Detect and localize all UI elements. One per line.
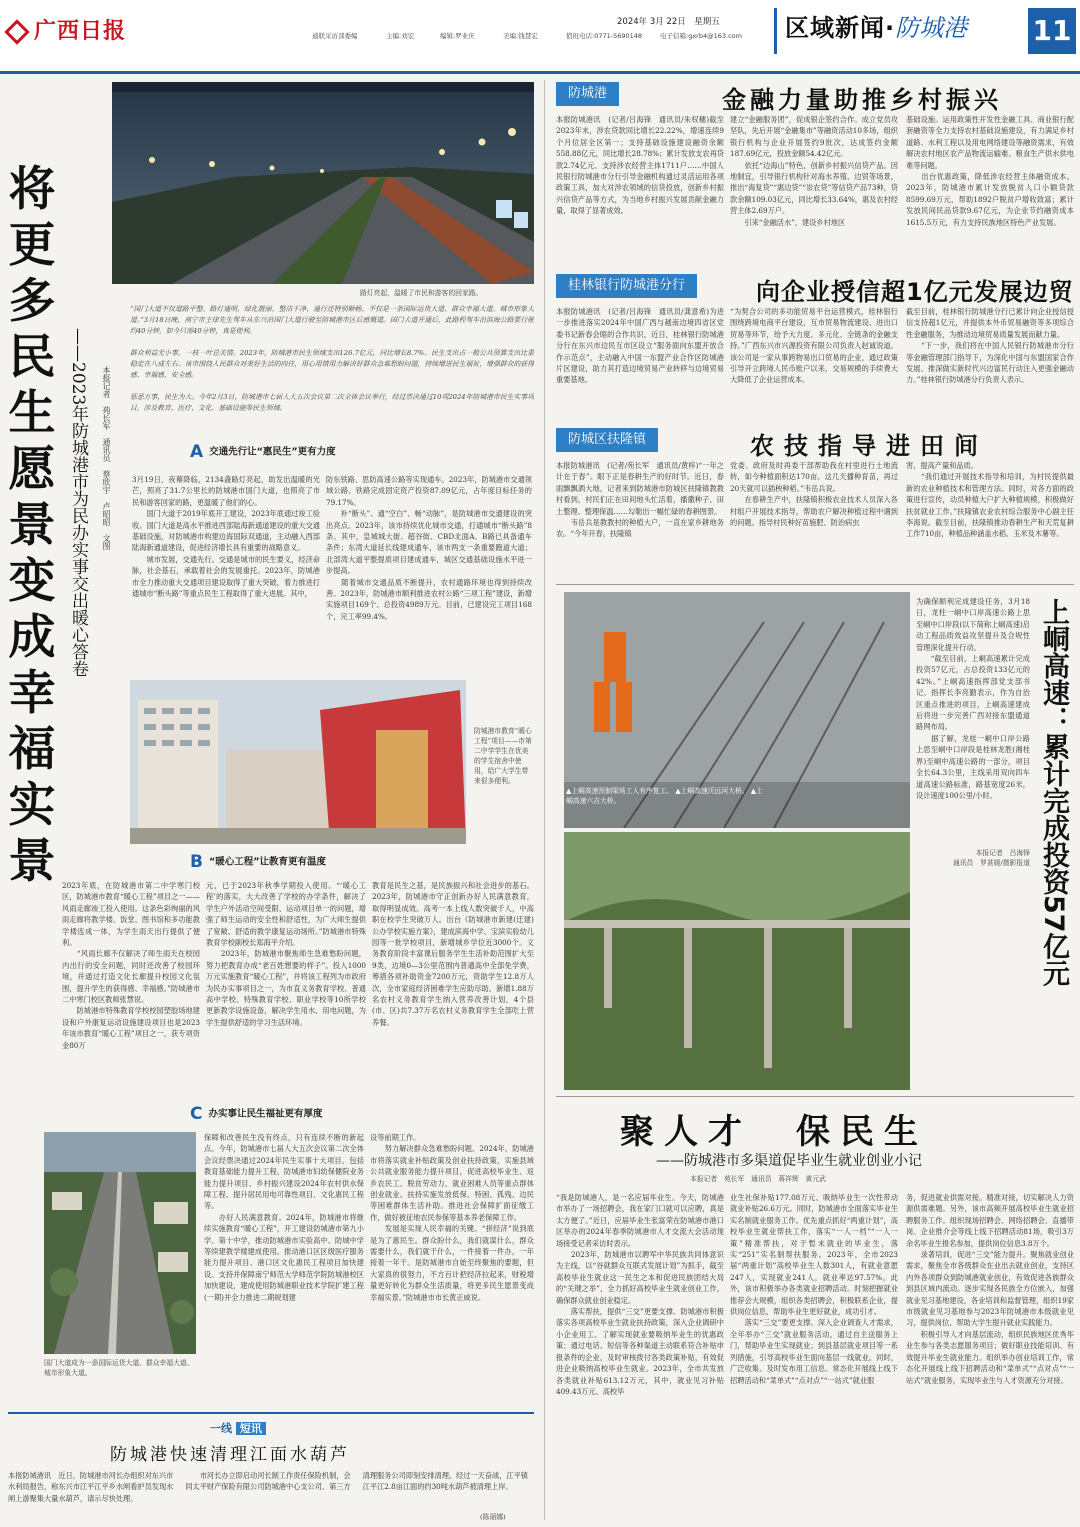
jobs-text-1: “我是防城港人，是一名应届毕业生。今天，防城港市举办了一场招聘会，我在家门口就可以应聘，真是太方便了。”近日，应届毕业生张富荣在防城港市港口区举办的2024年春季防城港市人才交流大会活动现场接受记者采访时表示。 2023年，防城港市以聘军中华民族共同体意识为主线，以“谷就群众互联式发展计划”为抓手，截至高校毕业生就业这一民生之本和促进民族团结大局的“关键之举”，全力抓好高校毕业生就业创业工作，确保群众就业创业稳定。 落实帮扶，提供“三交”更要支撑。防城港市积极落实各项高校毕业生就业扶持政策，深入企业调研中小企业用工、了解实现就业要吸纳毕业生的优惠政策；通过电话、短信等各种渠道主动联系符合补贴申报条件的企业，及时审核拨付各类政策补贴，有效促进企业吸纳高校毕业生就业。2023年，全市共发放各类就业补贴613.12万元，其中，就业见习补贴409.43万元、高校毕 <box>556 1193 724 1396</box>
finance-tag: 防城港 <box>556 82 619 106</box>
agri-text-2: 党委、政府及时再委干部帮助我在村里进行土地流转，如今种植面积达170亩。这几天播种育苗，再过20天就可以插秧种稻。”韦岳兵说。 在春耕生产中，扶隆镇积极农业技术人员深入各村组户开展技术指导，帮助农户解决种植过程中遇到的问题。指导村民种好苗施肥、防治病虫 <box>730 461 898 528</box>
section-b-text-3: 教育是民生之基，是民族振兴和社会进步的基石。2023年，防城港市守正创新办好人民满意教育，取得明显成效。高考一本上线人数突破千人，中高职在校学生突破万人。出台《防城港市新建(迁建)公办学校实施方案》，建成滨海中学、宝滨实验幼儿园等一批学校项目，新增城乡学位近3000个。义务教育阶段丰富课后服务学生生活补助范围扩大至9类，边境0—3公里范围内普通高中全部免学费，筹措各项补助资金7200万元，资助学生12.8万人次，全市家庭经济困难学生应助尽助。新增1.88万名农村义务教育学生纳入营养改善计划，4个县(市、区)共7.37万名农村义务教育学生全部吃上营养餐。 <box>372 881 534 1027</box>
section-title: 区域新闻·防城港 <box>774 8 1026 54</box>
email: 电子信箱:gxrb4@163.com <box>660 32 742 40</box>
aerial-road-caption: 国门大道成为一条国际运货大道、群众幸福大道、城市形象大道。 <box>44 1359 194 1377</box>
highway-text: 为确保顺利完成建设任务，3月18日，龙柱一峒中口岸高速公路上思至峒中口岸段(以下简称上峒高速)启动工程品质效益攻坚提升及合规性管理深化提升行动。 “截至目前，上峒高速累计完成投资57亿元，占总投资133亿元的42%。”上峒高速指挥部党支部书记、指挥长李亮勤表示，作为自治区重点推进的项目，上峒高速建成后将进一步完善广西对接东盟通道路网布局。 据了解，龙桂一峒中口岸公路上思至峒中口岸段是桂林龙胜(湘桂界)至峒中高速公路的一部分，项目全长64.3公里，主线采用双向四车道高速公路标准，路基宽度26米，设计速度100公里/小时。 <box>916 597 1030 800</box>
highway-photo-collage <box>564 592 910 1090</box>
guilin-text-1: 本报防城港讯 (记者/吕海锋 通讯员/龚意希)为进一步推进落实2024年中国广西与越南边境四省区党委书记新春会晤的合作共识，近日，桂林银行防城港分行在东兴市边民互市区设立“服务面向东盟开放合作示范点”，主动融入中国一东盟产业合作区防城港片区建设，助力其打造边境贸易产业转移与边境贸易重要基地。 <box>556 307 724 385</box>
night-road-illustration <box>112 82 534 284</box>
agri-headline: 农技指导进田间 <box>750 432 988 460</box>
fulong-tag: 防城区扶隆镇 <box>556 428 658 452</box>
agri-divider <box>556 584 1074 585</box>
agri-text-1: 本报防城港讯 (记者/苑长军 通讯员/黄梓)“一年之计在于春”。眼下正是春耕生产的好时节。近日，春雨飘飘洒大地，记者来到防城港市防城区扶隆镇教教村看到，村民们正在田间地头忙活着，播撒种子、田土整理、整理保温……勾勒出一幅忙碌的春耕图景。 韦岳兵是教教村的种植大户，一直在家乡耕地务农。“今年开春，扶隆镇 <box>556 461 724 539</box>
newspaper-logo: 广西日报 <box>8 14 148 48</box>
highway-photo-caption: ▲上峒高速预制梁场工人有序复工。 ▲上峒高速沃远河大桥。 ▲上峒高速六吉大桥。 <box>566 787 763 805</box>
highway-headline: 上峒高速：累计完成投资57亿元 <box>1038 598 1069 987</box>
section-b-text-1: 2023年底，在防城港市第二中学寒门校区，防城港市教育“暖心工程”项目之一——风雨走廊竣工投入使用。这条色彩绚丽的风雨走廊将教学楼、饭堂、图书馆和多功能教学楼连成一体，为学生雨天出行提供了便利。 “风雨长廊不仅解决了师生雨天在校园内出行的安全问题，同时还改善了校园环境，并通过打造文化长廊提升校园文化氛围，提升学生的获得感、幸福感。”防城港市二中寒门校区教师张慧说。 防城港市特殊教育学校校园塑胶场地建设和户外康复运动设施建设项目也是2023年该市教育“暖心工程”项目之一，获专项资金80万 <box>62 881 200 1050</box>
section-a-text-2: 防东铁路、思防高速公路等实现通车。2023年，防城港市交通领域公路、铁路完成固定资产投资87.09亿元，占年度目标任务的79.17%。 补“断头”、通“空白”、畅“动脉”，是防城港市交通建设的突出亮点。2023年，该市持续优化城市交通，打通城市“断头路”8条。其中，皇城城大街、超谷街、CBD北面A、B路已具备通车条件；东湾大道延长线建成通车，该市两支一条重要跑道大道；北部湾大道平整提质项目建成通车，城区交通基础设施水平进一步提高。 随着城市交通品质不断提升，农村通路环境也得到持续改善。2023年，防城港市顺利推进农村公路“三项工程”建设，新增实施项目169个、总投资4989万元。目前，已建设完工项目168个，完工率99.4%。 <box>326 475 532 621</box>
jobs-divider <box>556 1096 1074 1097</box>
jobs-headline: 聚人才 保民生 <box>620 1112 928 1152</box>
brief-headline: 防城港快速清理江面水葫芦 <box>110 1445 350 1465</box>
editor-in-charge: 通联采访部委编 <box>312 32 358 40</box>
finance-text-1: 本报防城港讯 (记者/吕海锋 通讯员/朱权穗)截至2023年末，涉农贷款同比增长22.22%，增速连续9个月位居全区第一；支持基础设施建设融资余额558.88亿元，同比增长28.78%；累计发放支农再贷款2.74亿元、支持涉农经营主体1711户……中国人民银行防城港市分行引导金融机构通过灵活运用各项政策工具，加大对涉农领域的信贷投放，创新乡村振兴信贷产品等方式，为当地乡村振兴发展贡献金融力量，取得了显著成效。 <box>556 115 724 216</box>
section-a-text-1: 3月19日，夜幕降临，2134盏路灯亮起，助发出温暖的光芒，照亮了31.7公里长的防城港市国门大道，也照亮了市民和游客回家的路，更温暖了他们的心。 国门大道于2019年底开工建设，2023年底通过竣工验收。国门大道是高水平推进西部陆海新通道建设的重大交通基础设施，对防城港市构建边海国际双通道，主动融入西部陆海新通道建设，促进经济增长具有重要的战略意义。 城市发展，交通先行。交通是城市的民生要义，经济命脉，社会基石，承载着社会的发展重托。2023年，防城港市全力推动重大交通项目建设取得了重大突破，着力推进打通城市“断头路”等重点民生工程取得了重大进展。其中， <box>132 475 320 599</box>
finance-text-3: 基础设施。运用政策性开发性金融工具、商业银行配套融资等全力支持农村基础设施建设，有力满足乡村道路、水利工程以及用电网络建设等融资需求，有效解决农村地区农产品物流运输难、粮食生产供水供电难等问题。 出台优惠政策，降低涉农经营主体融资成本。2023年，防城港市累计发放脱贫人口小额贷款8599.69万元，帮助1892户脱贫户增收致富；累计发放民间民品贷款9.67亿元，为企业节约融资成本1615.5万元，有力支持民族地区特色产业发展。 <box>906 115 1074 227</box>
page-number: 11 <box>1028 8 1076 54</box>
brief-label: 一线 短讯 <box>210 1420 266 1436</box>
editor: 编辑:罗业庆 <box>440 32 475 40</box>
guilin-text-3: 截至目前，桂林银行防城港分行已累计向企业授信授信支持超1亿元，并提供本外币贸易融资等多项综合性金融服务，为推动边境贸易质量发展而献力量。 “下一步，我们将在中国人民银行防城港市分行等金融管理部门指导下，为深化中国与东盟国家合作发展、推深做实新时代兴边富民行动注入更强金融动力。”桂林银行防城港分行负责人表示。 <box>906 307 1074 385</box>
jobs-text-2: 业生社保补贴177.08万元、吸纳毕业生一次性带动就业补贴26.6万元。同时，防城港市全面落实毕业生实名制就业服务工作。优先重点抓好“两重计划”，高校毕业生就业帮扶工作，落实“一人一档”“一人一策”精准帮扶，对于暂未就业的毕业生，落实“251”实名制帮扶服务。2023年，全市2023届“两重计划”高校毕业生人数301人，有就业意愿247人，实现就业241人，就业率达97.57%。此外，该市积极举办各类就业招聘活动。时刻把握就业推荐会大规模，组织各类招聘会，积极联系企业，提供岗位信息，帮助毕业生更好就业，成功引才。 落实“三交”要更支撑。深入企业调查人才需求，全年举办“三交”就业服务活动，通过自主送服务上门，帮助毕业生实现就业；到县基层就业项目等一系列措施，引导高校毕业生面向基层一线就业。同时，广泛收集、及时发布用工信息。常态化开展线上线下招聘活动和“菜单式”“点对点”“一站式”就业服 <box>730 1193 898 1385</box>
brief-byline: (陈丽娜) <box>480 1513 506 1521</box>
chief-editor: 主编:刘宏 <box>386 32 415 40</box>
agri-text-3: 害，提高产量和品质。 “我们通过开展技术指导和培训，为村民提供最新的农业种植技术和管理方法。同时，对各方面的政策进行宣传，动员种植大户扩大种植规模，积极做好扶贫就业工作。”扶隆镇农业农村综合服务中心副主任李海说。截至目前，扶隆镇推动春耕生产和天荒复耕工作710亩，种植品种涵盖水稻、玉米及木薯等。 <box>906 461 1074 539</box>
section-a-header: A交通先行让“惠民生”更有力度 <box>190 442 336 462</box>
column-divider <box>544 80 545 1520</box>
lead-byline: 本报记者 苑长军 通讯员 蔡欣宇 卢昭昭 文图 <box>102 366 111 550</box>
school-dorm-photo <box>130 680 466 844</box>
jobs-text-3: 务，促进就业供需对接。精准对接，切实解决人力资源供需难题。另外，该市高频开展高校毕业生就业招聘服务工作。组织现场招聘会、网络招聘会、直播带岗、企业推介会等线上线下招聘活动81场，吸引3万余名毕业生报名参加，提供岗位信息3.8万个。 录著培训，促进“三交”能力提升。聚焦就业创业需求，聚焦全市各级群众在业出去就业创业，支持区内外各项群众到防城港就业创业，有效促进各族群众到县区域内流动。逐步实现各民族全方位嵌入，加强就业见习基地建设，各业培训和监督管理，组织19家市级就业见习基地参与2023年防城港市本级就业见习，提供岗位，帮助大学生提升就业实践能力。 积极引导人才向基层流动，组织民族地区优秀毕业生参与各类志愿服务项目；做好职业技能培训、有效提升毕业生就业能力。组织举办创业培训工作，常态化开展线上线下招聘活动和“菜单式”“点对点”“一站式”就业服务，实现毕业生与人才资源充分对接。 <box>906 1193 1074 1385</box>
guilin-bank-headline: 向企业授信超1亿元发展边贸 <box>756 278 1074 306</box>
lead-headline: 将更多民生愿景变成幸福实景 <box>8 162 56 889</box>
aerial-road-photo <box>44 1132 196 1354</box>
finance-headline: 金融力量助推乡村振兴 <box>722 86 1002 114</box>
lead-subtitle: ——2023年防城港市为民办实事交出暖心答卷 <box>68 328 88 678</box>
lead-intro: “国门大道不仅道路平整、路灯通明、绿化靓丽、整洁干净，通行还特别顺畅。不仅是一条国际运货大道、群众幸福大道、城市形象大道。”3月18日晚，南宁市主律先生驾车从东兴沿国门大道行驶至防城港市区后感慨道。国门大道开通后，此路程驾车沿滨海公路要行驶约40分钟，如今只需40分钟，真是便利。 群众利益无小事，一枝一叶总关情。2023年，防城港市民生领域支出126.7亿元，同比增长8.7%。民生支出占一般公共预算支出比重稳定在八成左右。该市围绕人民群众对美好生活的向往，用心用情用力解决好群众急难愁盼问题，持续增进民生福祉，增强群众的获得感、幸福感、安全感。 惩恶万事，民生为大。今年2月3日，防城港市七届人大五次会议第二次全体会议举行，经过票决通过10项2024年防城港市民生实事项目，涉及教育、医疗、文化、基础设施等民生领域。 <box>130 305 534 412</box>
jobs-byline: 本报记者 苑长军 通讯员 蒋祥辉 黄元武 <box>690 1175 826 1183</box>
guilin-text-2: “为契合公司的多功能贸易平台运营模式，桂林银行围绕跨境电商平台建设，互市贸易物流建设、进出口贸易等环节，给予大力度、多元化、全链条的金融支持。”广西东兴市兴源投资有限公司负责人赵诚说道。该公司是一家从事跨物易出口贸易的企业，通过政策引导开立跨境人民币账户以来，交易规模的手续费大大降低了企业运营成本。 <box>730 307 898 385</box>
section-b-header: B “暖心工程”让教育更有温度 <box>190 852 326 872</box>
lead-photo-night-road <box>112 82 534 284</box>
section-c-text-2: 设等前期工作。 努力解决群众急难愁盼问题。2024年，防城港市将落实就业补贴政策及创业扶持政策，实施县域公共就业服务能力提升项目，促进高校毕业生、返乡农民工、脱贫劳动力、就业困难人员等重点群体创业就业。扶持实施发放低保、特困、孤残、边民等困难群体生活补助。推进社会保障扩面征缴工作，做好被征地农民参保等基本养老保障工作。 发展是实现人民幸福的关键。“拼经济”说到底是为了惠民生。群众盼什么，我们就谋什么，群众需要什么，我们就干什么，一件接着一件办，一年接着一年干。是防城港市自始至终聚焦的要题，但大家真的很努力，不方百计把经济拉起来，财税增量更好转化为群众生活质量，将更多民生愿景变成幸福实景。”防城港市市长黄正威说。 <box>370 1133 534 1302</box>
school-photo-caption: 防城港市教育“暖心工程”项目——市第二中学学生在优美的学生宿舍中使用，给广大学生带来很多便利。 <box>474 727 532 785</box>
lead-photo-caption: 路灯亮起，温暖了市民和游客的回家路。 <box>360 289 483 297</box>
aerial-road-illustration <box>44 1132 196 1354</box>
issue-date: 2024年 3月 22日 星期五 <box>617 17 720 27</box>
guilin-bank-tag: 桂林银行防城港分行 <box>556 274 697 298</box>
highway-byline: 本报记者 吕海锋 通讯员 罗甚媛/摄影报道 <box>952 849 1030 867</box>
brief-divider <box>8 1412 534 1414</box>
section-c-text-1: 保障和改善民生没有终点，只有连续不断的新起点。今年，防城港市七届人大五次会议第二次全体会议经票决通过2024年民生实事十大项目，包括教育基础能力提升工程、防城港市妇幼保健院业务能力提升项目、乡村振兴建设2024年农村供水保障工程、提升居民用电可靠性项目、文化惠民工程等。 办好人民满意教育。2024年，防城港市将继续实施教育“暖心工程”，开工建设防城港市第九小学、第十中学，推动防城港市实验高中、防城中学等续建教学楼建成使用。推动港口区区级医疗服务能力提升项目、港口区文化惠民工程项目加快建设。支持并保障南宁师范大学师范学院防城港校区加快建设，建成使用防城港职业技术学院扩建工程(一期)并全力推进二期规划建 <box>204 1133 364 1302</box>
school-building-illustration <box>130 680 466 844</box>
jobs-subtitle: ——防城港市多渠道促毕业生就业创业小记 <box>656 1153 922 1169</box>
highway-construction-illustration <box>564 592 910 1090</box>
page-header <box>0 0 1080 74</box>
brief-text: 本报防城港讯 近日，防城港市河长办组织对东兴市水利局报告，称东兴市江平江平乡水闸看护员发现水闸上游聚集大量水葫芦，请示尽快处理。 市河长办立即启动河长制工作责任保险机制，会同太平财产保险有限公司防城港中心支公司、第三方清理服务公司即刻安排清理。经过一天奋战，江平镇江平江2.8亩江面的约30吨水葫芦被清理上岸。 <box>8 1471 528 1503</box>
hotline: 值班电话:0771-5690148 <box>566 32 643 40</box>
section-b-text-2: 元，已于2023年秋季学期投入使用。“‘暖心工程’的落实，大大改善了学校的办学条件，解决了学生户外活动空间受限、运动项目单一的问题，增强了师生运动的安全性和舒适性，为广大师生提供了宽敞、舒适的教学康复运动场所。”防城港市特殊教育学校副校长郑海平介绍。 2023年，防城港市聚焦师生急难愁盼问题，努力把教育办成“老百姓想要的样子”。投入1000万元实施教育“暖心工程”，并将该工程列为市政府为民办实事项目之一，为市直义务教育学校、普通高中学校、特殊教育学校、职业学校等10所学校更新教学设施设备，解决学生用水、用电问题，为学生提供舒适的学习生活环境。 <box>206 881 366 1027</box>
logo-diamond-icon <box>4 19 29 44</box>
section-c-header: C办实事让民生福祉更有厚度 <box>190 1104 323 1124</box>
art-editor: 美编:钱慧宏 <box>503 32 538 40</box>
finance-text-2: 建立“金融服务团”，促成银企签约合作。成立党员攻坚队，先后开展“金融集市”等融资活动10多场，组织银行机构与企业开展签约9批次，达成签约金额187.69亿元，投放金额54.42亿元。 依托“边海山”特色，创新乡村振兴信贷产品。因地制宜，引导银行机构针对海水养殖、边贸等场景，推出“海复贷”“惠边贷”“崇农贷”等信贷产品73种，贷款余额109.03亿元，同比增长33.64%，惠及农村经营主体2.69万户。 引来“金融活水”，建设乡村地区 <box>730 115 898 227</box>
